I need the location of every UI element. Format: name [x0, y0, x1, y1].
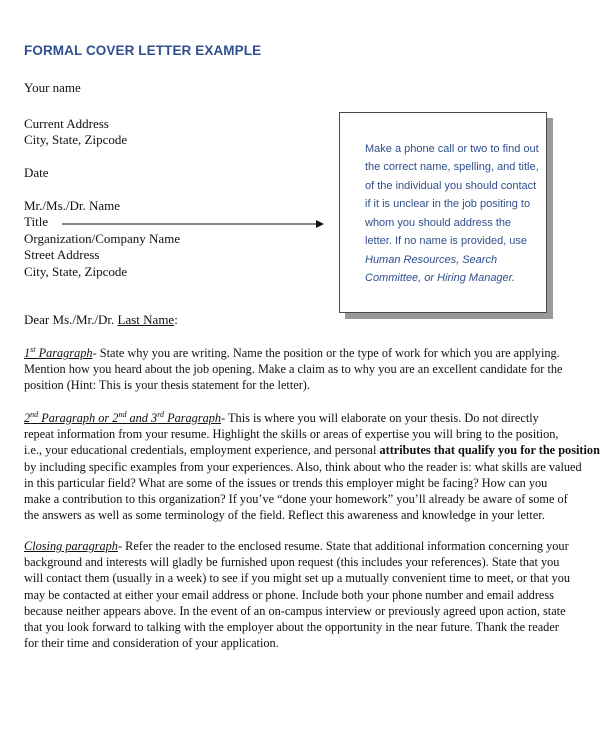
sender-city-state-zip: City, State, Zipcode [24, 132, 128, 147]
bold-text: attributes that qualify you for the position [379, 443, 600, 458]
salutation-colon: : [174, 312, 178, 327]
salutation-last-name: Last Name [117, 312, 175, 327]
text-line: background and interests will gladly be furnished upon request (this includes your references). State that you [24, 555, 560, 570]
callout-line: Human Resources, Search [365, 254, 498, 266]
your-name: Your name [24, 80, 81, 95]
heading-text: Paragraph [164, 411, 222, 425]
ordinal: 1 [24, 346, 31, 360]
recipient-name: Mr./Ms./Dr. Name [24, 198, 121, 213]
closing-paragraph [24, 538, 576, 651]
second-paragraph-heading [24, 411, 221, 425]
salutation-prefix: Dear Ms./Mr./Dr. [24, 312, 118, 327]
ordinal-suffix: rd [157, 409, 165, 419]
current-address: Current Address [24, 116, 109, 131]
ordinal-suffix: st [30, 344, 36, 354]
ordinal-suffix: nd [118, 409, 127, 419]
text-line: by including specific examples from your experiences. Also, think about who the reader is: what skills are valued [24, 459, 582, 474]
heading-text: Paragraph [35, 346, 93, 360]
text-line: repeat information from your resume. Highlight the skills or areas of expertise you will bring to the position, [24, 427, 559, 442]
arrow-icon [62, 219, 324, 229]
text-line: that you look forward to talking with the employer about the opportunity in the near future. Thank the reader [24, 620, 559, 635]
text-line: Refer the reader to the enclosed resume. State that additional information concerning your [125, 539, 569, 553]
text-line: make a contribution to this organization? If you’ve “done your homework” you’ll already be aware of some of [24, 492, 568, 507]
recipient-city-state-zip: City, State, Zipcode [24, 264, 128, 279]
dash: - [221, 411, 229, 425]
callout-line: if it is unclear in the job positing to [365, 198, 531, 210]
ordinal-suffix: nd [30, 409, 39, 419]
text-line: in this particular field? What are some of the issues or trends this employer might be facing? How can you [24, 475, 548, 490]
first-paragraph [24, 345, 576, 394]
text-line: i.e., your educational credentials, employment experience, and personal [24, 443, 380, 458]
callout-box [339, 112, 547, 313]
text-line: because neither appears above. In the event of an on-campus interview or previously agreed upon action, state [24, 603, 566, 618]
closing-paragraph-heading: Closing paragraph [24, 539, 118, 553]
ordinal: 2 [24, 411, 31, 425]
first-paragraph-heading [24, 346, 93, 360]
text-line: the answers as well as some terminology of the field. Reflect this awareness and knowledge in your letter. [24, 508, 545, 523]
callout-line: of the individual you should contact [365, 180, 537, 192]
dash: - [92, 346, 100, 360]
callout-line: the correct name, spelling, and title, [365, 161, 539, 173]
heading-text: Paragraph or 2 [38, 411, 119, 425]
text-line: State why you are writing. Name the position or the type of work for which you are applying. [99, 346, 560, 360]
text-line: will contact them (usually in a week) to see if you might set up a mutually convenient time to meet, or that you [24, 571, 571, 586]
text-line: position (Hint: This is your thesis statement for the letter). [24, 378, 310, 393]
salutation [24, 312, 178, 328]
dash: - [117, 539, 126, 553]
street-address: Street Address [24, 247, 100, 262]
callout-line: Make a phone call or two to find out [365, 143, 539, 155]
text-line: for their time and consideration of your application. [24, 636, 279, 651]
callout-line: letter. If no name is provided, use [365, 235, 528, 247]
second-paragraph [24, 409, 600, 523]
document-title: FORMAL COVER LETTER EXAMPLE [24, 43, 262, 58]
text-line: may be contacted at either your email address or phone. Include both your phone number and email address [24, 587, 554, 602]
heading-text: and 3 [126, 411, 158, 425]
text-line: Mention how you heard about the job opening. Make a claim as to why you are an excellent candidate for the [24, 362, 563, 377]
callout-line: Committee, or Hiring Manager. [365, 272, 515, 284]
organization-name: Organization/Company Name [24, 231, 181, 246]
callout-line: whom you should address the [365, 217, 512, 229]
text-line: This is where you will elaborate on your thesis. Do not directly [228, 411, 539, 425]
recipient-title: Title [24, 214, 49, 229]
date-line: Date [24, 165, 49, 180]
